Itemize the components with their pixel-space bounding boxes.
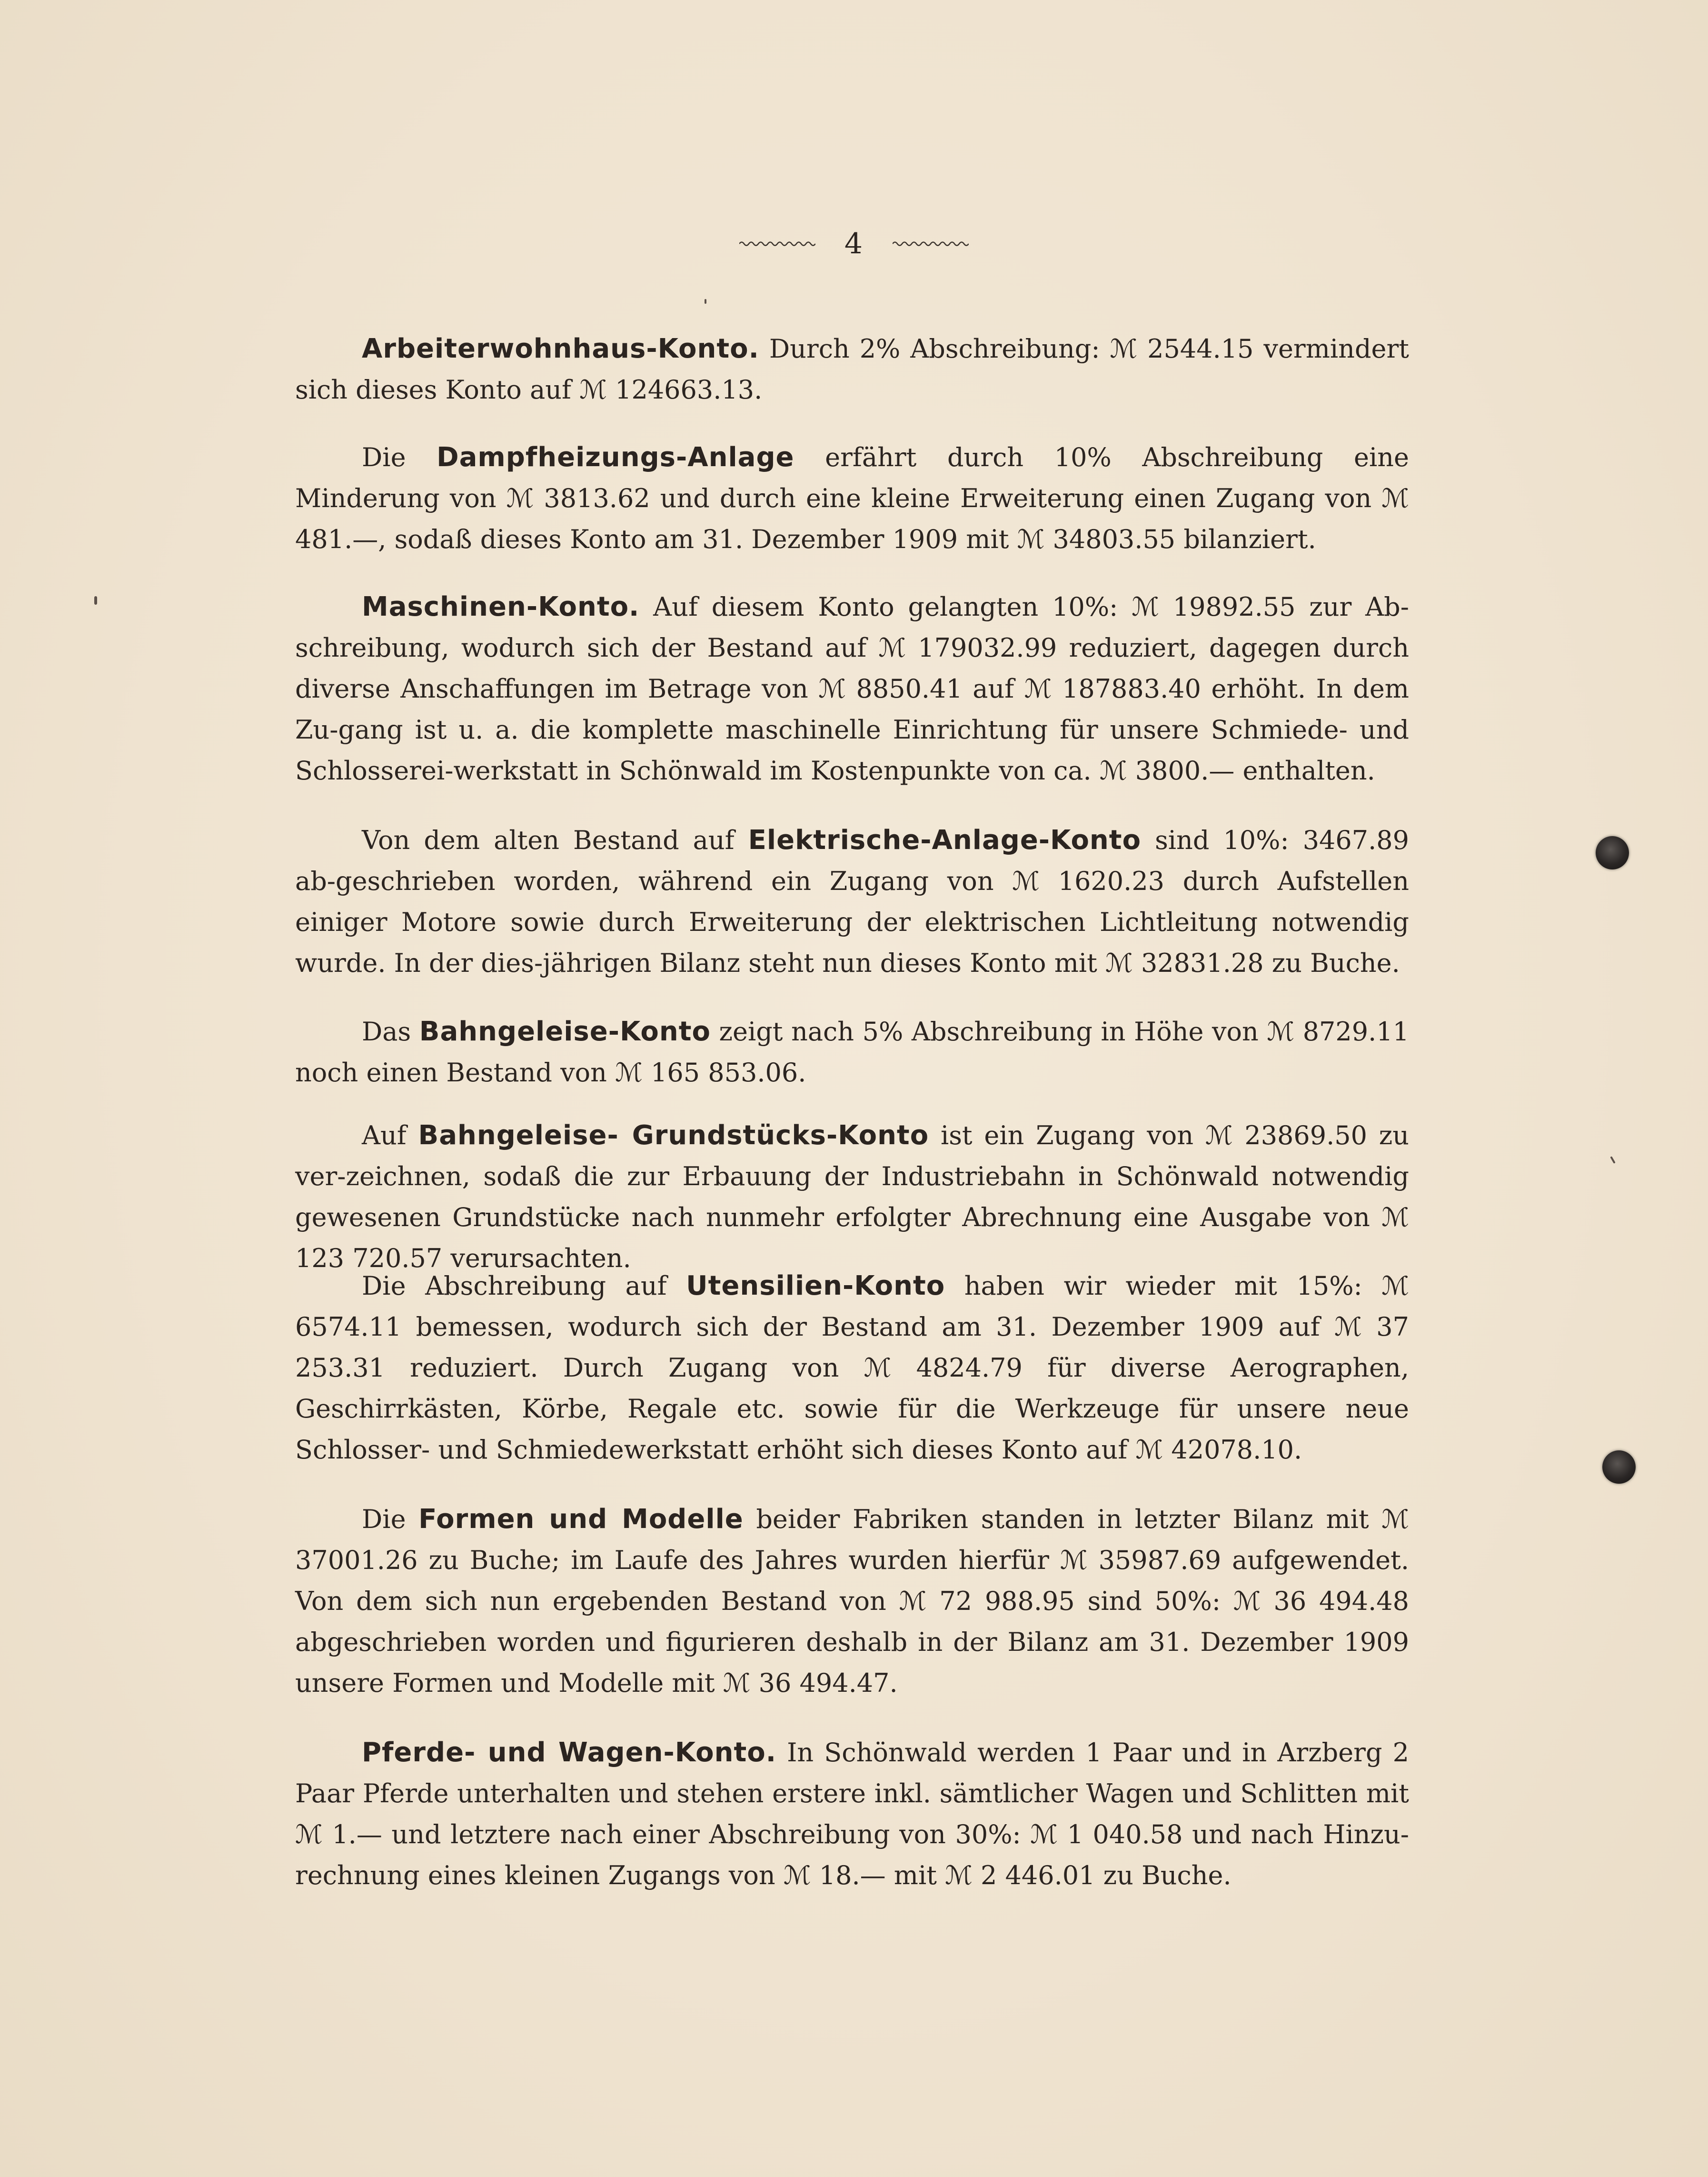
paragraph-lead: Das bbox=[362, 1017, 419, 1047]
wave-ornament-right-icon bbox=[893, 240, 969, 247]
account-heading: Utensilien-Konto bbox=[686, 1270, 945, 1301]
paragraph-text: haben wir wieder mit 15%: ℳ 6574.11 bemessen, wodurch sich der Bestand am 31. Dezember 1909 auf ℳ 37 253.31 reduziert. Durch Zugang von ℳ 4824.79 für diverse Aerographen, Geschirrkästen, Körbe, Regale etc. sowie für die Werkzeuge für unsere neue Schlosser- und Schmiedewerkstatt erhöht sich dieses Konto auf ℳ 42078.10. bbox=[295, 1271, 1409, 1465]
paper-speck bbox=[1610, 1156, 1615, 1164]
paragraph-lead: Auf bbox=[362, 1120, 418, 1150]
paragraph-lead: Die bbox=[362, 1504, 419, 1534]
paragraph-lead: Von dem alten Bestand auf bbox=[362, 825, 748, 855]
paragraph-text: Auf diesem Konto gelangten 10%: ℳ 19892.55 zur Ab-schreibung, wodurch sich der Bestand auf ℳ 179032.99 reduziert, dagegen durch diverse Anschaffungen im Betrage von ℳ 8850.41 auf ℳ 187883.40 erhöht. In dem Zu-gang ist u. a. die komplette maschinelle Einrichtung für unsere Schmiede- und Schlosserei-werkstatt in Schönwald im Kostenpunkte von ca. ℳ 3800.— enthalten. bbox=[295, 592, 1409, 786]
account-heading: Pferde- und Wagen-Konto. bbox=[362, 1737, 776, 1768]
paragraph-maschinen bbox=[295, 587, 1409, 791]
account-heading: Arbeiterwohnhaus-Konto. bbox=[362, 333, 759, 364]
page-header bbox=[0, 223, 1708, 263]
paragraph-elektrische-anlage bbox=[295, 820, 1409, 984]
paragraph-text: sind 10%: 3467.89 ab-geschrieben worden, während ein Zugang von ℳ 1620.23 durch Aufstellen einiger Motore sowie durch Erweiterung der elektrischen Lichtleitung notwendig wurde. In der dies-jährigen Bilanz steht nun dieses Konto mit ℳ 32831.28 zu Buche. bbox=[295, 825, 1409, 978]
account-heading: Elektrische-Anlage-Konto bbox=[748, 825, 1142, 856]
binder-hole-bottom bbox=[1602, 1450, 1636, 1484]
paragraph-lead: Die bbox=[362, 442, 437, 472]
paragraph-text: In Schönwald werden 1 Paar und in Arzberg 2 Paar Pferde unterhalten und stehen erstere inkl. sämtlicher Wagen und Schlitten mit ℳ 1.— und letztere nach einer Abschreibung von 30%: ℳ 1 040.58 und nach Hinzu-rechnung eines kleinen Zugangs von ℳ 18.— mit ℳ 2 446.01 zu Buche. bbox=[295, 1738, 1409, 1890]
paragraph-bahngeleise bbox=[295, 1011, 1409, 1093]
paper-speck bbox=[705, 299, 706, 304]
paragraph-dampfheizung bbox=[295, 437, 1409, 560]
account-heading: Bahngeleise-Konto bbox=[419, 1016, 711, 1047]
paragraph-lead: Die Abschreibung auf bbox=[362, 1271, 686, 1301]
paragraph-utensilien bbox=[295, 1266, 1409, 1470]
paper-speck bbox=[94, 596, 97, 605]
wave-ornament-left-icon bbox=[739, 240, 815, 247]
page-number: 4 bbox=[844, 227, 864, 261]
paragraph-text: beider Fabriken standen in letzter Bilanz mit ℳ 37001.26 zu Buche; im Laufe des Jahres wurden hierfür ℳ 35987.69 aufgewendet. Von dem sich nun ergebenden Bestand von ℳ 72 988.95 sind 50%: ℳ 36 494.48 abgeschrieben worden und figurieren deshalb in der Bilanz am 31. Dezember 1909 unsere Formen und Modelle mit ℳ 36 494.47. bbox=[295, 1504, 1409, 1698]
paragraph-bahngeleise-grundstuecks bbox=[295, 1115, 1409, 1279]
paragraph-text: erfährt durch 10% Abschreibung eine Minderung von ℳ 3813.62 und durch eine kleine Erweiterung einen Zugang von ℳ 481.—, sodaß dieses Konto am 31. Dezember 1909 mit ℳ 34803.55 bilanziert. bbox=[295, 442, 1410, 554]
paragraph-text: Durch 2% Abschreibung: ℳ 2544.15 vermindert sich dieses Konto auf ℳ 124663.13. bbox=[295, 334, 1409, 405]
account-heading: Formen und Modelle bbox=[418, 1504, 744, 1535]
paragraph-pferde-wagen bbox=[295, 1732, 1409, 1896]
account-heading: Dampfheizungs-Anlage bbox=[437, 442, 794, 473]
account-heading: Bahngeleise- Grundstücks-Konto bbox=[418, 1120, 929, 1151]
paragraph-arbeiterwohnhaus bbox=[295, 329, 1409, 410]
paragraph-formen-modelle bbox=[295, 1499, 1409, 1704]
account-heading: Maschinen-Konto. bbox=[362, 591, 640, 622]
paragraph-text: ist ein Zugang von ℳ 23869.50 zu ver-zeichnen, sodaß die zur Erbauung der Industriebahn in Schönwald notwendig gewesenen Grundstücke nach nunmehr erfolgter Abrechnung eine Ausgabe von ℳ 123 720.57 verursachten. bbox=[295, 1120, 1409, 1273]
binder-hole-top bbox=[1596, 836, 1629, 869]
paragraph-text: zeigt nach 5% Abschreibung in Höhe von ℳ 8729.11 noch einen Bestand von ℳ 165 853.06. bbox=[295, 1017, 1409, 1088]
